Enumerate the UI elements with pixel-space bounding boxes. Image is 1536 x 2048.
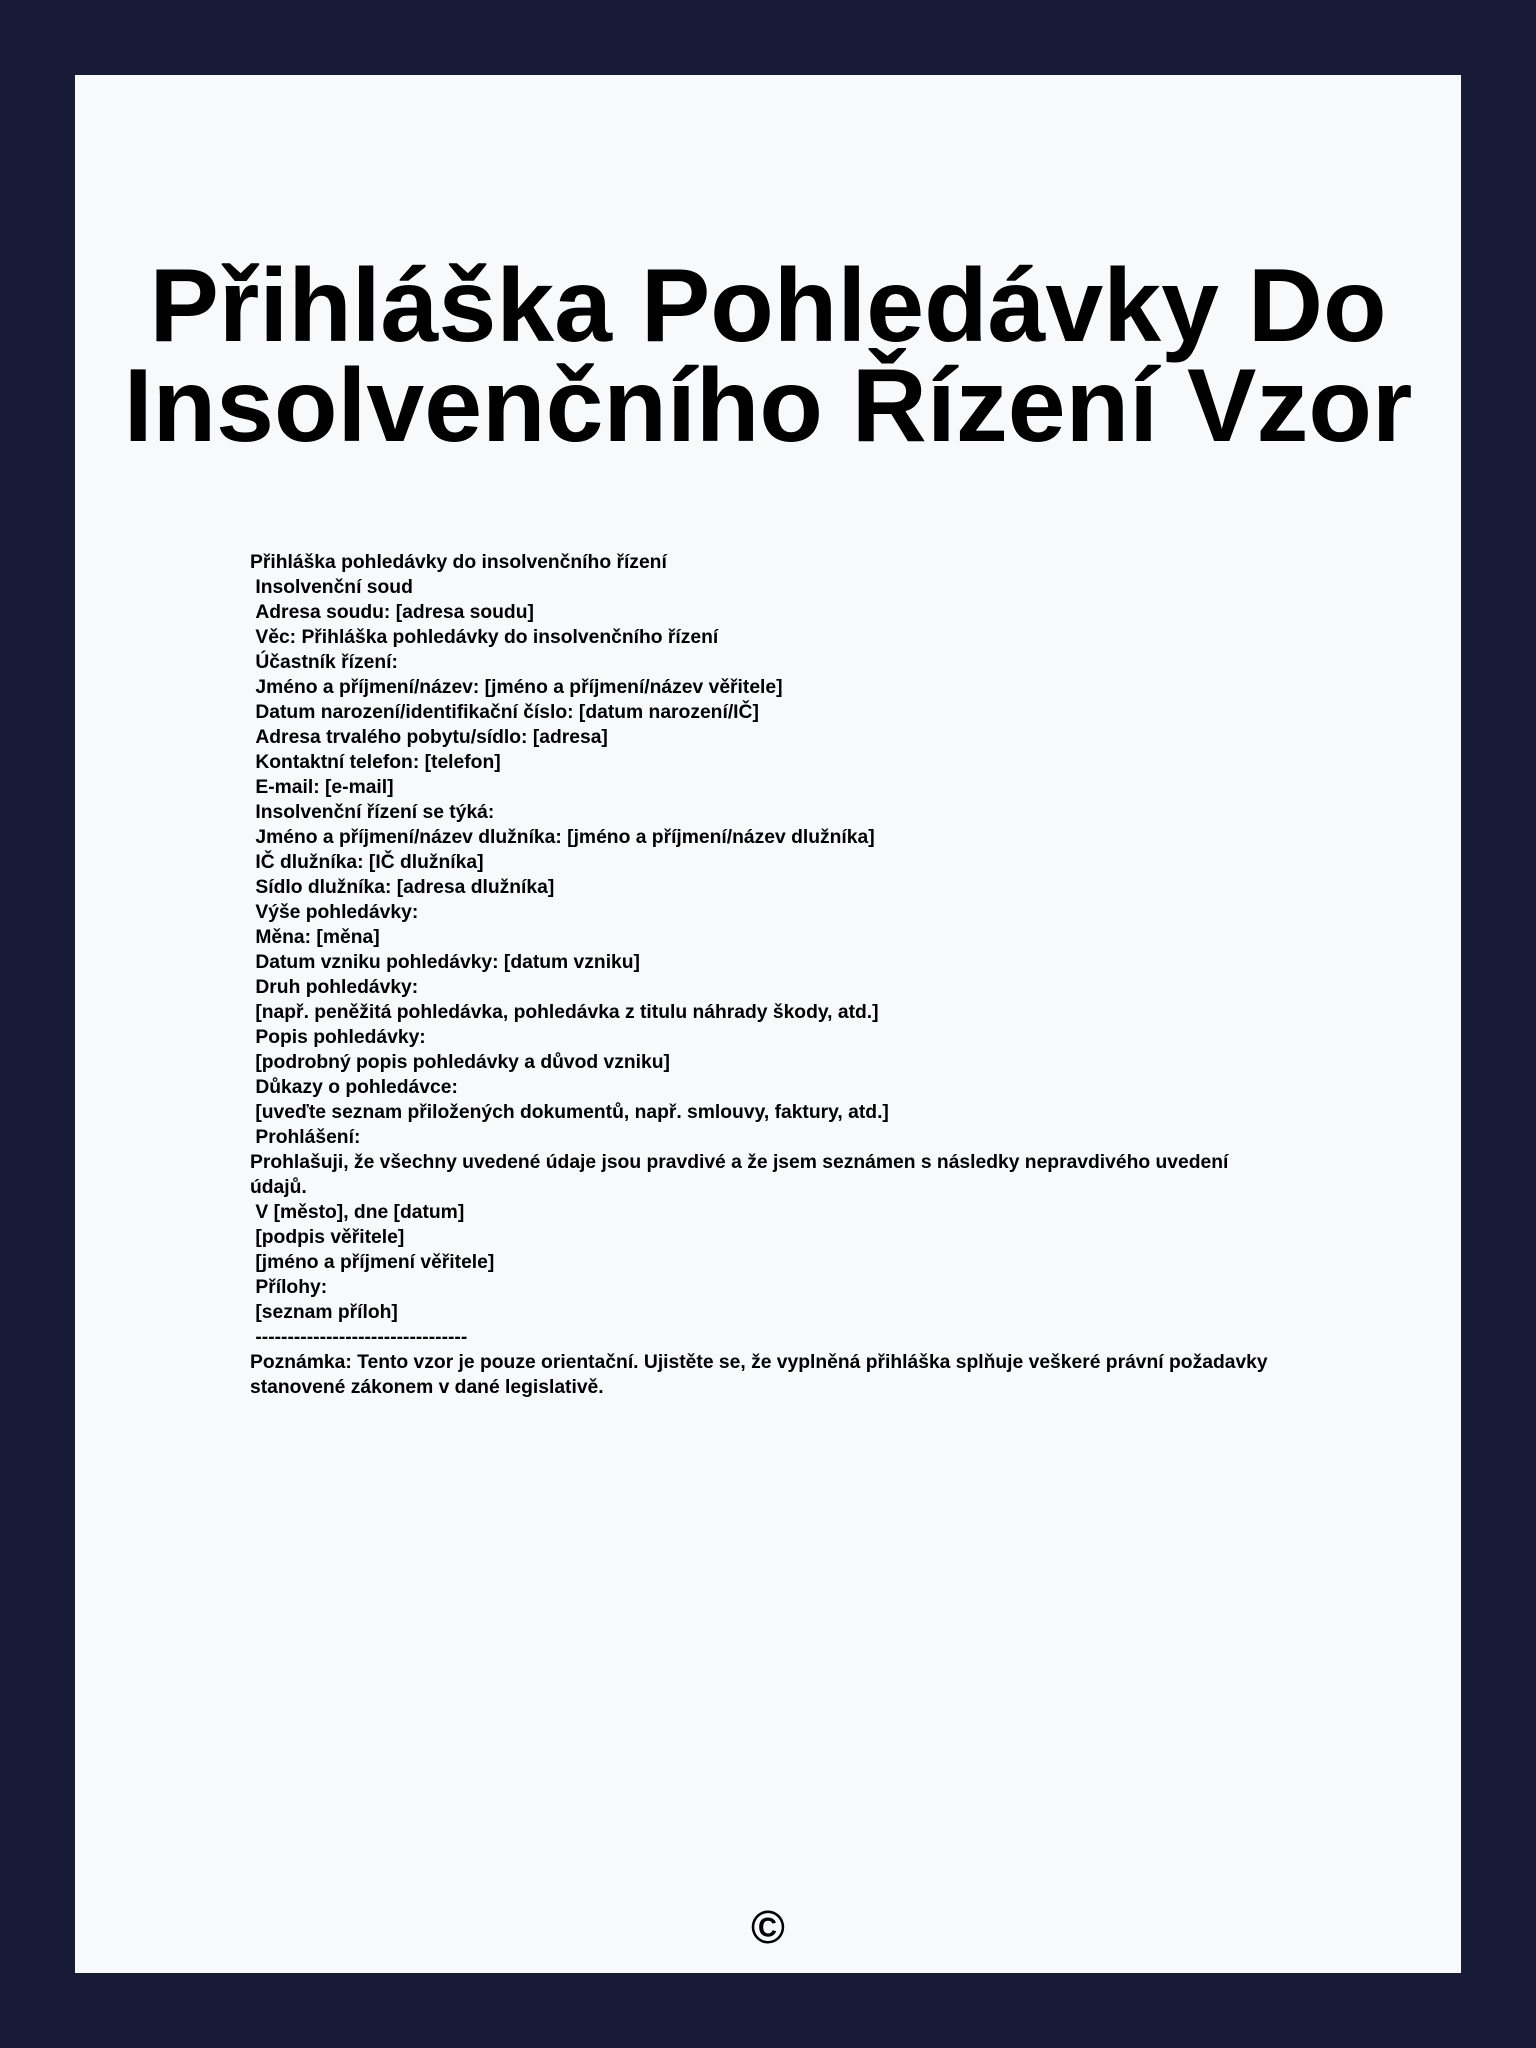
document-line: Datum narození/identifikační číslo: [datum narození/IČ]	[250, 702, 759, 723]
document-line: E-mail: [e-mail]	[250, 777, 394, 798]
document-line: Datum vzniku pohledávky: [datum vzniku]	[250, 952, 640, 973]
document-line: Adresa soudu: [adresa soudu]	[250, 602, 534, 623]
document-line: Poznámka: Tento vzor je pouze orientační. Ujistěte se, že vyplněná přihláška splňuje veškeré právní požadavky stanovené zákonem v dané legislativě.	[250, 1352, 1273, 1398]
document-line: Sídlo dlužníka: [adresa dlužníka]	[250, 877, 555, 898]
document-line: Přílohy:	[250, 1277, 328, 1298]
document-line: Kontaktní telefon: [telefon]	[250, 752, 501, 773]
document-line: Jméno a příjmení/název: [jméno a příjmení/název věřitele]	[250, 677, 783, 698]
document-line: ---------------------------------	[250, 1327, 468, 1348]
document-line: [např. peněžitá pohledávka, pohledávka z titulu náhrady škody, atd.]	[250, 1002, 879, 1023]
document-line: Popis pohledávky:	[250, 1027, 426, 1048]
document-line: [seznam příloh]	[250, 1302, 398, 1323]
document-line: [podpis věřitele]	[250, 1227, 405, 1248]
document-line: Jméno a příjmení/název dlužníka: [jméno a příjmení/název dlužníka]	[250, 827, 875, 848]
document-line: Výše pohledávky:	[250, 902, 419, 923]
document-line: Účastník řízení:	[250, 652, 398, 673]
document-line: [podrobný popis pohledávky a důvod vzniku]	[250, 1052, 670, 1073]
title-line-2: Insolvenčního Řízení Vzor	[123, 348, 1413, 464]
document-line: Prohlašuji, že všechny uvedené údaje jsou pravdivé a že jsem seznámen s následky nepravdivého uvedení údajů.	[250, 1152, 1234, 1198]
document-line: [uveďte seznam přiložených dokumentů, např. smlouvy, faktury, atd.]	[250, 1102, 889, 1123]
page-title	[0, 248, 1536, 464]
copyright-icon: ©	[751, 1901, 785, 1953]
document-line: Insolvenční soud	[250, 577, 413, 598]
document-line: [jméno a příjmení věřitele]	[250, 1252, 495, 1273]
document-line: Druh pohledávky:	[250, 977, 419, 998]
document-line: Důkazy o pohledávce:	[250, 1077, 458, 1098]
document-body	[250, 550, 1290, 1400]
document-line: Věc: Přihláška pohledávky do insolvenčního řízení	[250, 627, 719, 648]
document-line: V [město], dne [datum]	[250, 1202, 465, 1223]
document-line: IČ dlužníka: [IČ dlužníka]	[250, 852, 484, 873]
document-line: Přihláška pohledávky do insolvenčního řízení	[250, 552, 667, 573]
document-line: Prohlášení:	[250, 1127, 361, 1148]
document-line: Adresa trvalého pobytu/sídlo: [adresa]	[250, 727, 608, 748]
document-line: Měna: [měna]	[250, 927, 380, 948]
title-line-1: Přihláška Pohledávky Do	[149, 248, 1387, 364]
document-line: Insolvenční řízení se týká:	[250, 802, 495, 823]
